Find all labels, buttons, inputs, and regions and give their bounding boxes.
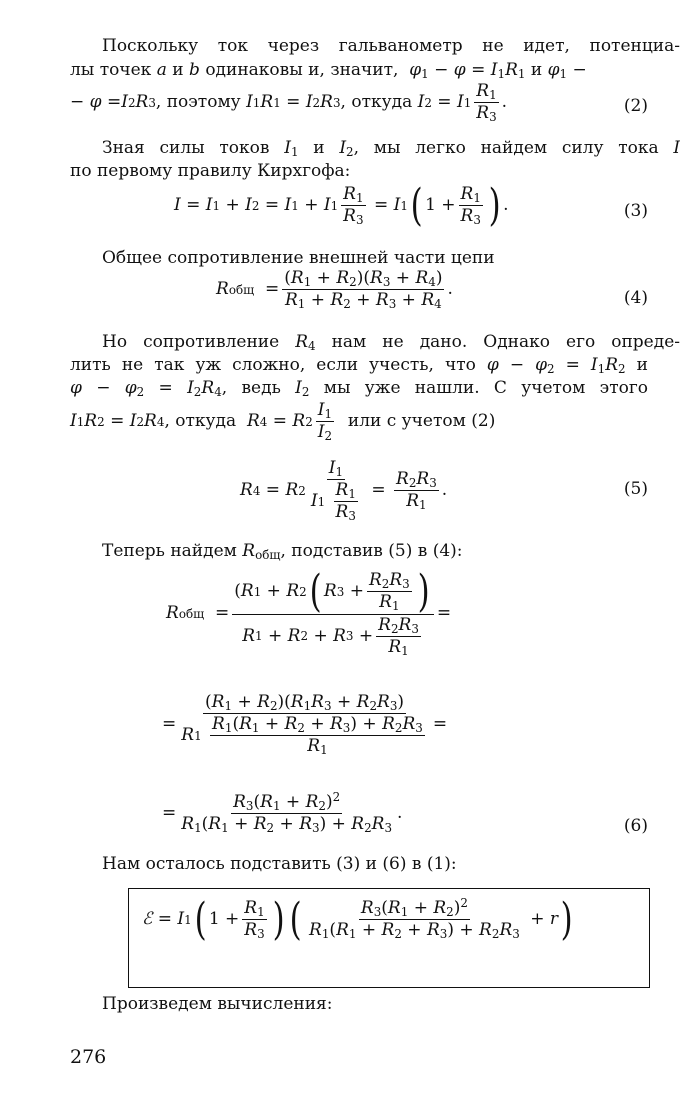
page-number: 276 [70, 1046, 107, 1068]
text-line-4: Зная силы токов $I_1$ и $I_2$, мы легко найдем силу тока I [102, 138, 680, 159]
text-line-9: $\varphi - \varphi_2 = I_2R_4$, ведь $I_2$ мы уже нашли. С учетом этого [70, 378, 648, 399]
equation-number-6: (6) [623, 816, 648, 836]
equation-6-step-2: = $(R_1 + R_2)(R_1R_3 + R_2R_3)$ R 1 $\frac{R_1(R_1 + R_2 + R_3) + R_2R_3}{R_1}$ = [162, 692, 448, 757]
text-line-2: лы точек a и b одинаковы и, значит, $\varphi_1 - \varphi = I_1R_1$ и $\varphi_1$ − [70, 60, 587, 81]
text-line-1: Поскольку ток через гальванометр не идет, потенциа- [102, 36, 680, 56]
text-line-10-formula: I 1 R 2 = I 2 R 4 , откуда R 4 = R 2 $\frac{I_1}{I_2}$ или с учетом (2) [70, 400, 496, 443]
equation-number-5: (5) [623, 479, 648, 499]
equation-number-4: (4) [623, 288, 648, 308]
equation-6-step-3: = $\frac{R_3(R_1 + R_2)^2}{R_1(R_1 + R_2 + R_3) + R_2R_3}$ . [162, 790, 403, 835]
textbook-page [70, 0, 680, 1104]
text-line-6: Общее сопротивление внешней части цепи [102, 248, 495, 268]
equation-5: R 4 = R 2 $I_1$ I 1 $\frac{R_1}{R_3}$ = $\frac{R_2R_3}{R_1}$ . [240, 458, 448, 523]
text-line-5: по первому правилу Кирхгофа: [70, 161, 351, 181]
text-line-3-formula: − φ = I 2 R 3 , поэтому I 1 R 1 = I 2 R 3 , откуда I 2 = I 1 $\frac{R_1}{R_3}$ . [70, 81, 508, 124]
equation-3: I = I 1 + I 2 = I 1 + I 1 $\frac{R_1}{R_3}$ = I 1 ( 1 + $\frac{R_1}{R_3}$ ) . [174, 180, 509, 231]
equation-number-2: (2) [623, 96, 648, 116]
text-line-13: Произведем вычисления: [102, 994, 333, 1014]
equation-6-step-1: R общ = ( R 1 + R 2 ( R 3 + $\frac{R_2R_3}{R_1}$ ) R 1 + R 2 + R 3 + $\frac{R_2R_3}{R_1}$ = [166, 566, 452, 658]
final-formula: ℰ = I 1 ( 1 + $\frac{R_1}{R_3}$ ) ( $\frac{R_3(R_1 + R_2)^2}{R_1(R_1 + R_2 + R_3) + R_2R_3}$ + r ) [142, 894, 573, 945]
text-line-7: Но сопротивление $R_4$ нам не дано. Однако его опреде- [102, 332, 680, 353]
text-line-8: лить не так уж сложно, если учесть, что $\varphi - \varphi_2 = I_1R_2$ и [70, 355, 648, 376]
equation-4: R общ = $\frac{(R_1 + R_2)(R_3 + R_4)}{R_1 + R_2 + R_3 + R_4}$ . [216, 268, 453, 311]
text-line-12: Нам осталось подставить (3) и (6) в (1): [102, 854, 457, 874]
text-line-11: Теперь найдем $R_{общ}$, подставив (5) в (4): [102, 541, 463, 562]
equation-number-3: (3) [623, 201, 648, 221]
